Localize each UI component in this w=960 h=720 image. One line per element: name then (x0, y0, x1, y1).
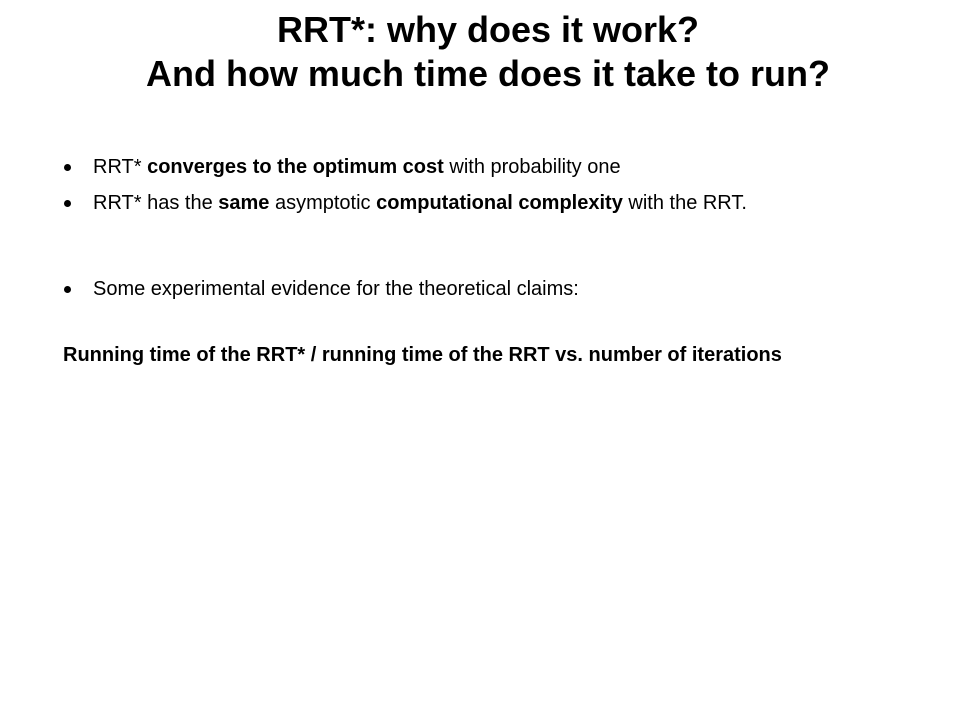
bullet-segment: Some experimental evidence for the theoretical claims: (93, 278, 579, 300)
bullet-dot-icon (64, 164, 71, 171)
title-line-1: RRT*: why does it work? (276, 9, 700, 50)
bullet-text (93, 191, 747, 215)
bullet-segment: with the RRT. (622, 192, 747, 214)
bullet-segment: RRT* has the (93, 192, 219, 214)
title-line-2: And how much time does it take to run? (145, 53, 831, 94)
slide-title (0, 8, 960, 96)
bullet-dot-icon (64, 286, 71, 293)
bullet-segment: with probability one (443, 156, 621, 178)
bullet-text (93, 277, 579, 301)
bullet-segment-bold: computational complexity (376, 192, 623, 214)
bullet-segment-bold: converges to the optimum cost (147, 156, 444, 178)
bullet-segment: asymptotic (269, 192, 377, 214)
bullet-text (93, 155, 621, 179)
figure-caption: Running time of the RRT* / running time of the RRT vs. number of iterations (63, 344, 782, 366)
bullet-dot-icon (64, 200, 71, 207)
bullet-segment: RRT* (93, 156, 148, 178)
bullet-segment-bold: same (218, 192, 270, 214)
